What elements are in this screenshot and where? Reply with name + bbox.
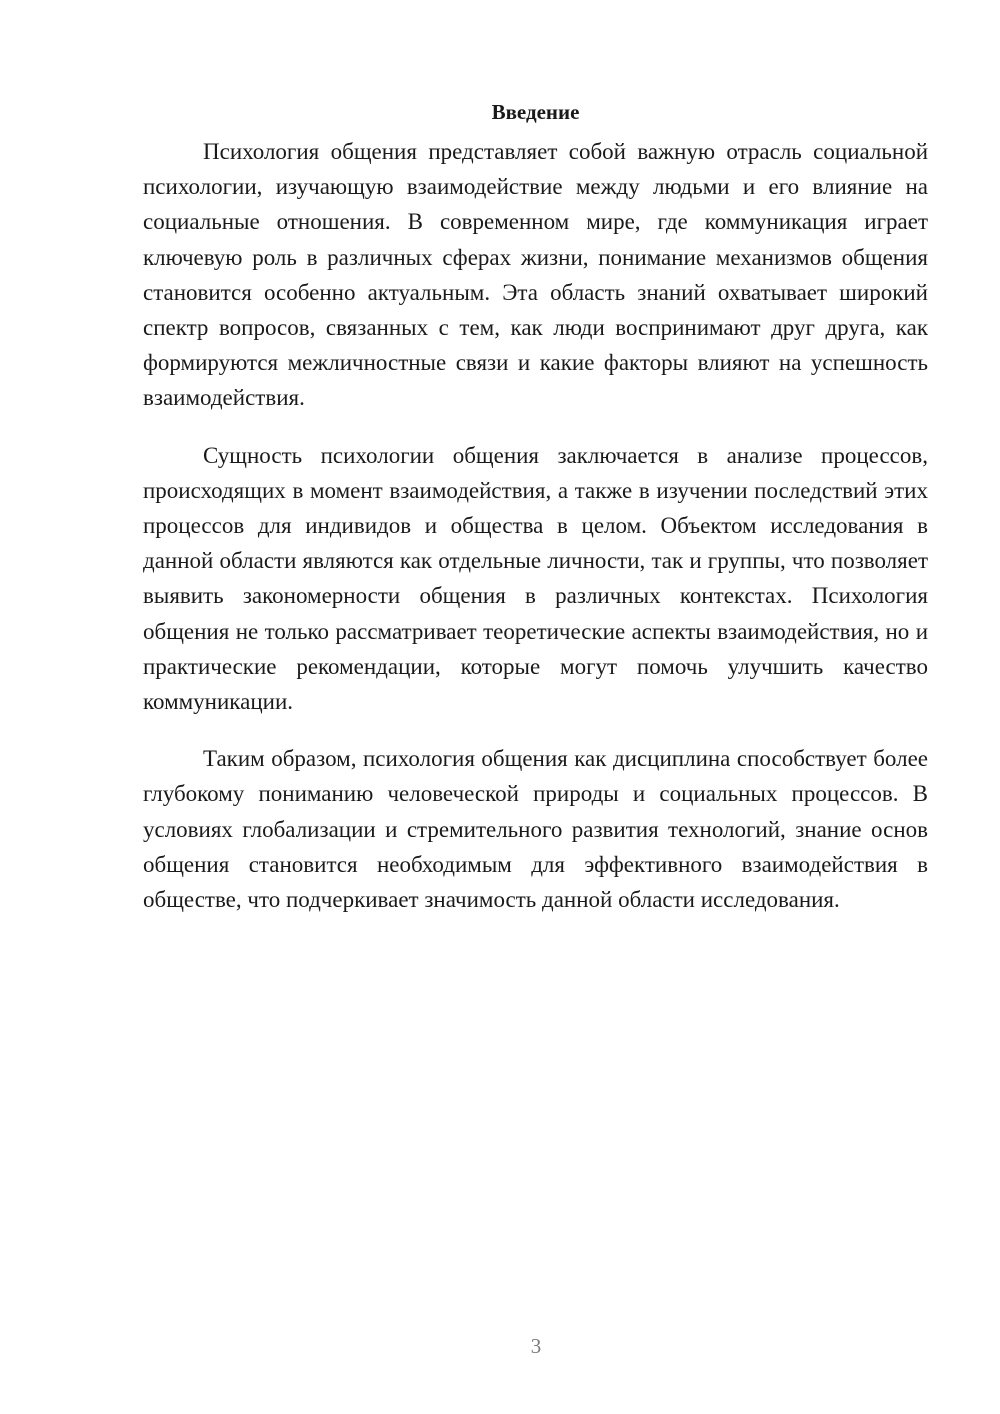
paragraph-2: Сущность психологии общения заключается в анализе процессов, происходящих в момент взаимодействия, а также в изучении последствий этих процессов для индивидов и общества в целом. Объектом исследования в данной области являются как отдельные личности, так и группы, что позволяет выявить закономерности общения в различных контекстах. Психология общения не только рассматривает теоретические аспекты взаимодействия, но и практические рекомендации, которые могут помочь улучшить качество коммуникации. <box>143 442 928 715</box>
page-content <box>143 96 928 939</box>
paragraph-3: Таким образом, психология общения как дисциплина способствует более глубокому пониманию человеческой природы и социальных процессов. В условиях глобализации и стремительного развития технологий, знание основ общения становится необходимым для эффективного взаимодействия в обществе, что подчеркивает значимость данной области исследования. <box>143 746 928 913</box>
page-number: 3 <box>530 1334 542 1358</box>
paragraph-1: Психология общения представляет собой важную отрасль социальной психологии, изучающую взаимодействие между людьми и его влияние на социальные отношения. В современном мире, где коммуникация играет ключевую роль в различных сферах жизни, понимание механизмов общения становится особенно актуальным. Эта область знаний охватывает широкий спектр вопросов, связанных с тем, как люди воспринимают друг друга, как формируются межличностные связи и какие факторы влияют на успешность взаимодействия. <box>143 139 928 411</box>
section-title: Введение <box>491 100 580 124</box>
